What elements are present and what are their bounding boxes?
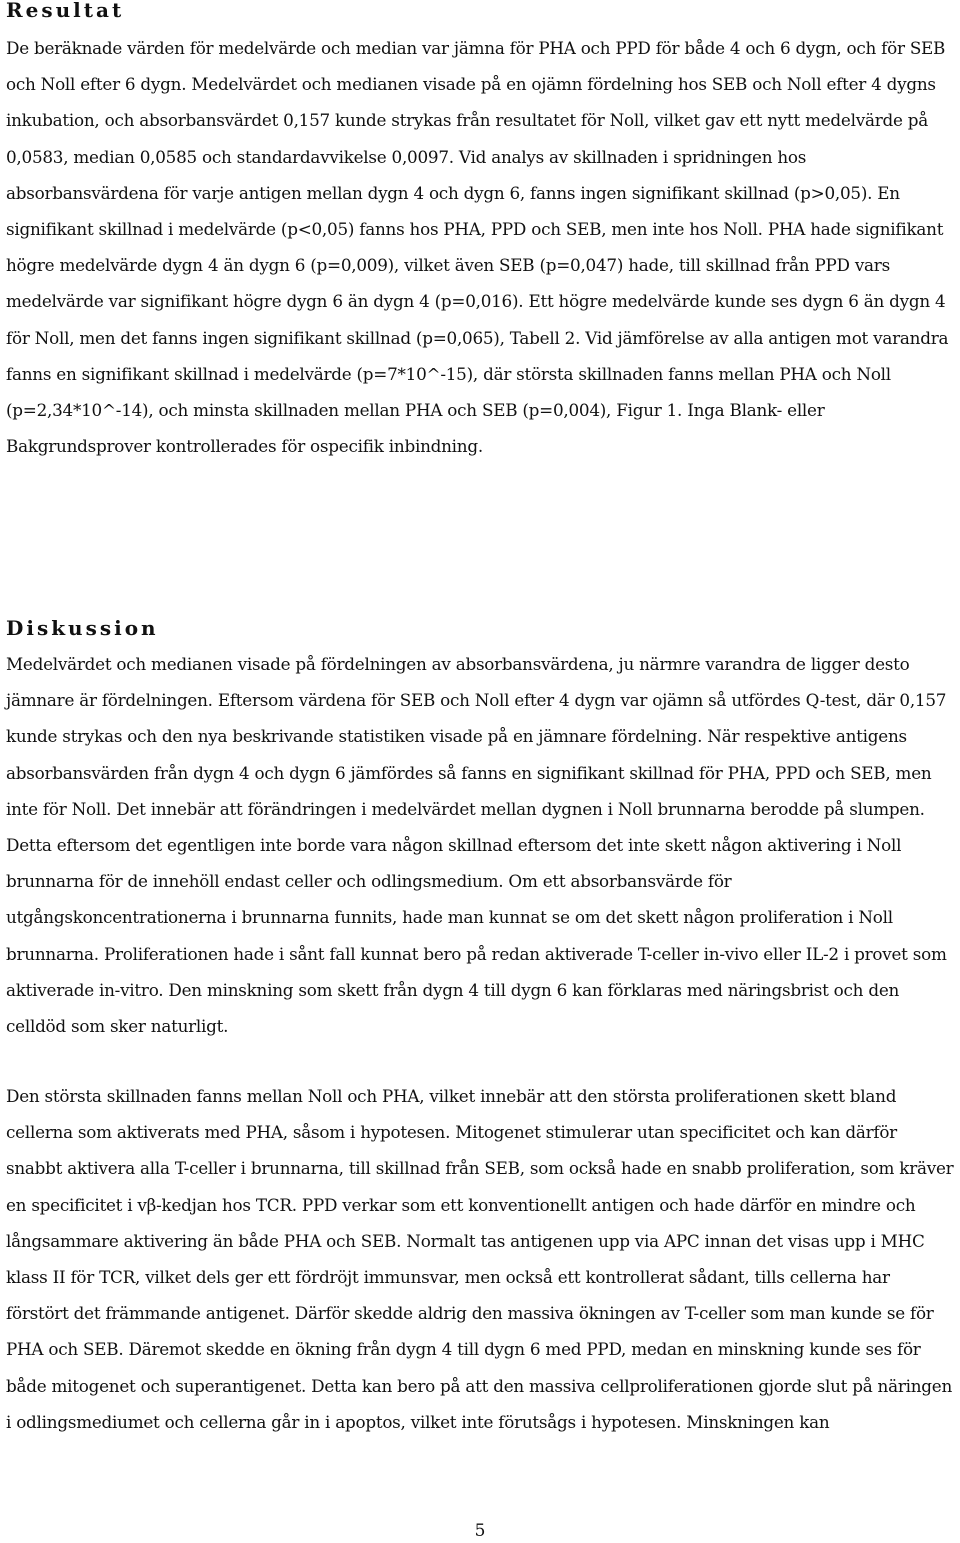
- section-heading-resultat: Resultat: [6, 0, 125, 22]
- paragraph-resultat: De beräknade värden för medelvärde och median var jämna för PHA och PPD för både 4 och 6 dygn, och för SEB och Noll efter 6 dygn. Medelvärdet och medianen visade på en ojämn fördelning hos SEB och Noll efter 4 dygns inkubation, och absorbansvärdet 0,157 kunde strykas från resultatet för Noll, vilket gav ett nytt medelvärde på 0,0583, median 0,0585 och standardavvikelse 0,0097. Vid analys av skillnaden i spridningen hos absorbansvärdena för varje antigen mellan dygn 4 och dygn 6, fanns ingen signifikant skillnad (p>0,05). En signifikant skillnad i medelvärde (p<0,05) fanns hos PHA, PPD och SEB, men inte hos Noll. PHA hade signifikant högre medelvärde dygn 4 än dygn 6 (p=0,009), vilket även SEB (p=0,047) hade, till skillnad från PPD vars medelvärde var signifikant högre dygn 6 än dygn 4 (p=0,016). Ett högre medelvärde kunde ses dygn 6 än dygn 4 för Noll, men det fanns ingen signifikant skillnad (p=0,065), Tabell 2. Vid jämförelse av alla antigen mot varandra fanns en signifikant skillnad i medelvärde (p=7*10^-15), där största skillnaden fanns mellan PHA och Noll (p=2,34*10^-14), och minsta skillnaden mellan PHA och SEB (p=0,004), Figur 1. Inga Blank- eller Bakgrundsprover kontrollerades för ospecifik inbindning.: [6, 38, 949, 457]
- paragraph-diskussion-2: Den största skillnaden fanns mellan Noll och PHA, vilket innebär att den största proliferationen skett bland cellerna som aktiverats med PHA, såsom i hypotesen. Mitogenet stimulerar utan specificitet och kan därför snabbt aktivera alla T-celler i brunnarna, till skillnad från SEB, som också hade en snabb proliferation, som kräver en specificitet i vβ-kedjan hos TCR. PPD verkar som ett konventionellt antigen och hade därför en mindre och långsammare aktivering än både PHA och SEB. Normalt tas antigenen upp via APC innan det visas upp i MHC klass II för TCR, vilket dels ger ett fördröjt immunsvar, men också ett kontrollerat sådant, tills cellerna har förstört det främmande antigenet. Därför skedde aldrig den massiva ökningen av T-celler som man kunde se för PHA och SEB. Däremot skedde en ökning från dygn 4 till dygn 6 med PPD, medan en minskning kunde ses för både mitogenet och superantigenet. Detta kan bero på att den massiva cellproliferationen gjorde slut på näringen i odlingsmediumet och cellerna går in i apoptos, vilket inte förutsågs i hypotesen. Minskningen kan: [6, 1086, 954, 1432]
- paragraph-diskussion-1: Medelvärdet och medianen visade på fördelningen av absorbansvärdena, ju närmre varandra de ligger desto jämnare är fördelningen. Eftersom värdena för SEB och Noll efter 4 dygn var ojämn så utfördes Q-test, där 0,157 kunde strykas och den nya beskrivande statistiken visade på en jämnare fördelning. När respektive antigens absorbansvärden från dygn 4 och dygn 6 jämfördes så fanns en signifikant skillnad för PHA, PPD och SEB, men inte för Noll. Det innebär att förändringen i medelvärdet mellan dygnen i Noll brunnarna berodde på slumpen. Detta eftersom det egentligen inte borde vara någon skillnad eftersom det inte skett någon aktivering i Noll brunnarna för de innehöll endast celler och odlingsmedium. Om ett absorbansvärde för utgångskoncentrationerna i brunnarna funnits, hade man kunnat se om det skett någon proliferation i Noll brunnarna. Proliferationen hade i sånt fall kunnat bero på redan aktiverade T-celler in-vivo eller IL-2 i provet som aktiverade in-vitro. Den minskning som skett från dygn 4 till dygn 6 kan förklaras med näringsbrist och den celldöd som sker naturligt.: [6, 654, 947, 1037]
- page-number: 5: [474, 1521, 486, 1541]
- section-heading-diskussion: Diskussion: [6, 616, 159, 640]
